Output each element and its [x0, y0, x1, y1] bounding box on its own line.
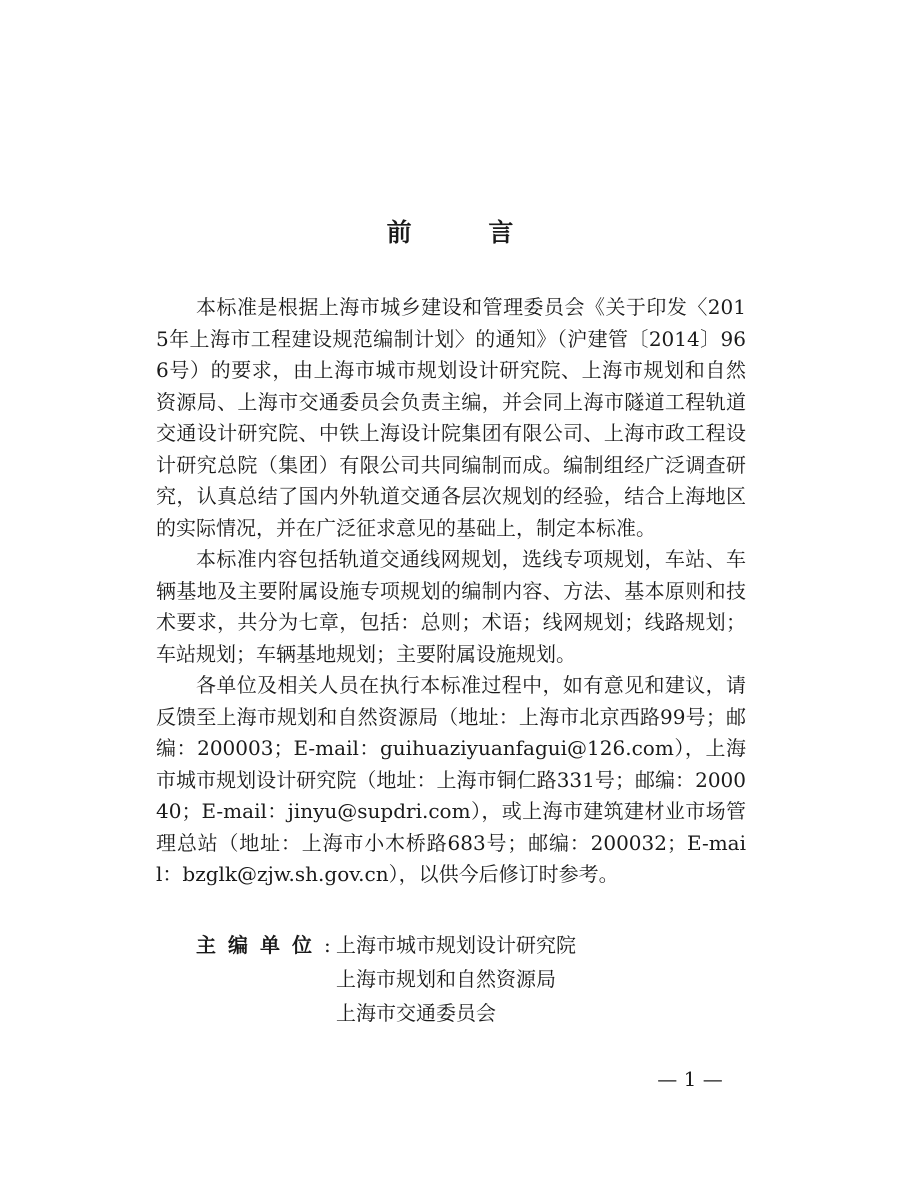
chief-editors-list: [336, 928, 576, 1030]
chief-editors-colon: :: [324, 933, 331, 957]
editor-item: 上海市规划和自然资源局: [336, 967, 556, 991]
paragraph-2: 本标准内容包括轨道交通线网规划，选线专项规划，车站、车辆基地及主要附属设施专项规划的编制内容、方法、基本原则和技术要求，共分为七章，包括：总则；术语；线网规划；线路规划；车站规划；车辆基地规划；主要附属设施规划。: [156, 547, 746, 666]
chief-editors-label: 主编单位: [196, 933, 324, 957]
page-title: 前 言: [386, 217, 548, 247]
preface-body: [156, 292, 746, 891]
chief-editors-row: [196, 928, 756, 1030]
editor-item: 上海市城市规划设计研究院: [336, 933, 576, 957]
editor-item: 上海市交通委员会: [336, 1001, 496, 1025]
paragraph-1: 本标准是根据上海市城乡建设和管理委员会《关于印发〈2015年上海市工程建设规范编制计划〉的通知》（沪建管〔2014〕966号）的要求，由上海市城市规划设计研究院、上海市规划和自然资源局、上海市交通委员会负责主编，并会同上海市隧道工程轨道交通设计研究院、中铁上海设计院集团有限公司、上海市政工程设计研究总院（集团）有限公司共同编制而成。编制组经广泛调查研究，认真总结了国内外轨道交通各层次规划的经验，结合上海地区的实际情况，并在广泛征求意见的基础上，制定本标准。: [156, 295, 746, 540]
paragraph-3: 各单位及相关人员在执行本标准过程中，如有意见和建议，请反馈至上海市规划和自然资源局（地址：上海市北京西路99号；邮编：200003；E-mail：guihuaziyuanfagui@126.com），上海市城市规划设计研究院（地址：上海市铜仁路331号；邮编：200040；E-mail：jinyu@supdri.com），或上海市建筑建材业市场管理总站（地址：上海市小木桥路683号；邮编：200032；E-mail：bzglk@zjw.sh.gov.cn），以供今后修订时参考。: [156, 673, 746, 886]
page-number: — 1 —: [657, 1067, 723, 1091]
chief-editors-block: [196, 928, 756, 1030]
